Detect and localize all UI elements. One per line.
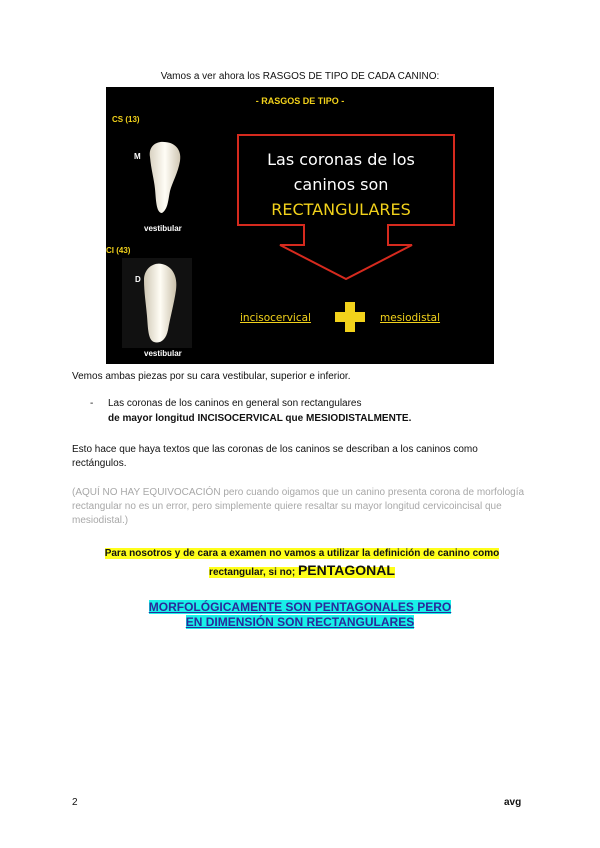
cyan-line-1: MORFOLÓGICAMENTE SON PENTAGONALES PERO [148,600,452,614]
callout-line-1: Las coronas de los [267,150,415,169]
page-number: 2 [72,797,78,808]
vestibular-label-upper: vestibular [144,224,182,233]
cyan-line-2: EN DIMENSIÓN SON RECTANGULARES [185,615,415,629]
vestibular-label-lower: vestibular [144,349,182,358]
intro-text: Vamos a ver ahora los RASGOS DE TIPO DE CADA CANINO: [160,71,440,82]
callout-line-3: RECTANGULARES [271,200,411,219]
paragraph-rectangles: Esto hace que haya textos que las coronas de los caninos se describan a los caninos como rectángulos. [72,444,478,469]
gray-note: (AQUÍ NO HAY EQUIVOCACIÓN pero cuando oigamos que un canino presenta corona de morfología rectangular no es un error, pero simplemente quiere resaltar su mayor longitud cervicoincisal que mesiodistal.) [72,487,525,526]
bullet-text-line-1: Las coronas de los caninos en general son rectangulares [108,398,362,409]
callout-line-2: caninos son [293,175,389,194]
mesial-marker: M [134,152,141,161]
highlight-line-2: rectangular, si no; [209,567,298,578]
highlight-line-1: Para nosotros y de cara a examen no vamos a utilizar la definición de canino como [104,548,500,559]
highlight-keyword: PENTAGONAL [297,562,395,578]
cyan-conclusion [72,600,528,630]
lower-canine-tooth [122,258,192,348]
callout-text [246,147,436,222]
author-initials: avg [504,797,522,808]
lower-canine-label: CI (43) [106,246,131,255]
upper-canine-tooth [142,139,186,217]
distal-marker: D [135,275,141,284]
incisocervical-term: incisocervical [240,312,311,324]
slide-title: - RASGOS DE TIPO - [255,96,345,106]
mesiodistal-term: mesiodistal [380,312,441,324]
bullet-marker: - [90,398,94,409]
highlighted-statement [72,545,532,581]
upper-canine-label: CS (13) [112,115,140,124]
plus-icon [334,301,366,333]
slide-image [106,87,494,364]
bullet-text-line-2: de mayor longitud INCISOCERVICAL que MESIODISTALMENTE. [108,413,412,424]
paragraph-vestibular: Vemos ambas piezas por su cara vestibular, superior e inferior. [72,371,351,382]
